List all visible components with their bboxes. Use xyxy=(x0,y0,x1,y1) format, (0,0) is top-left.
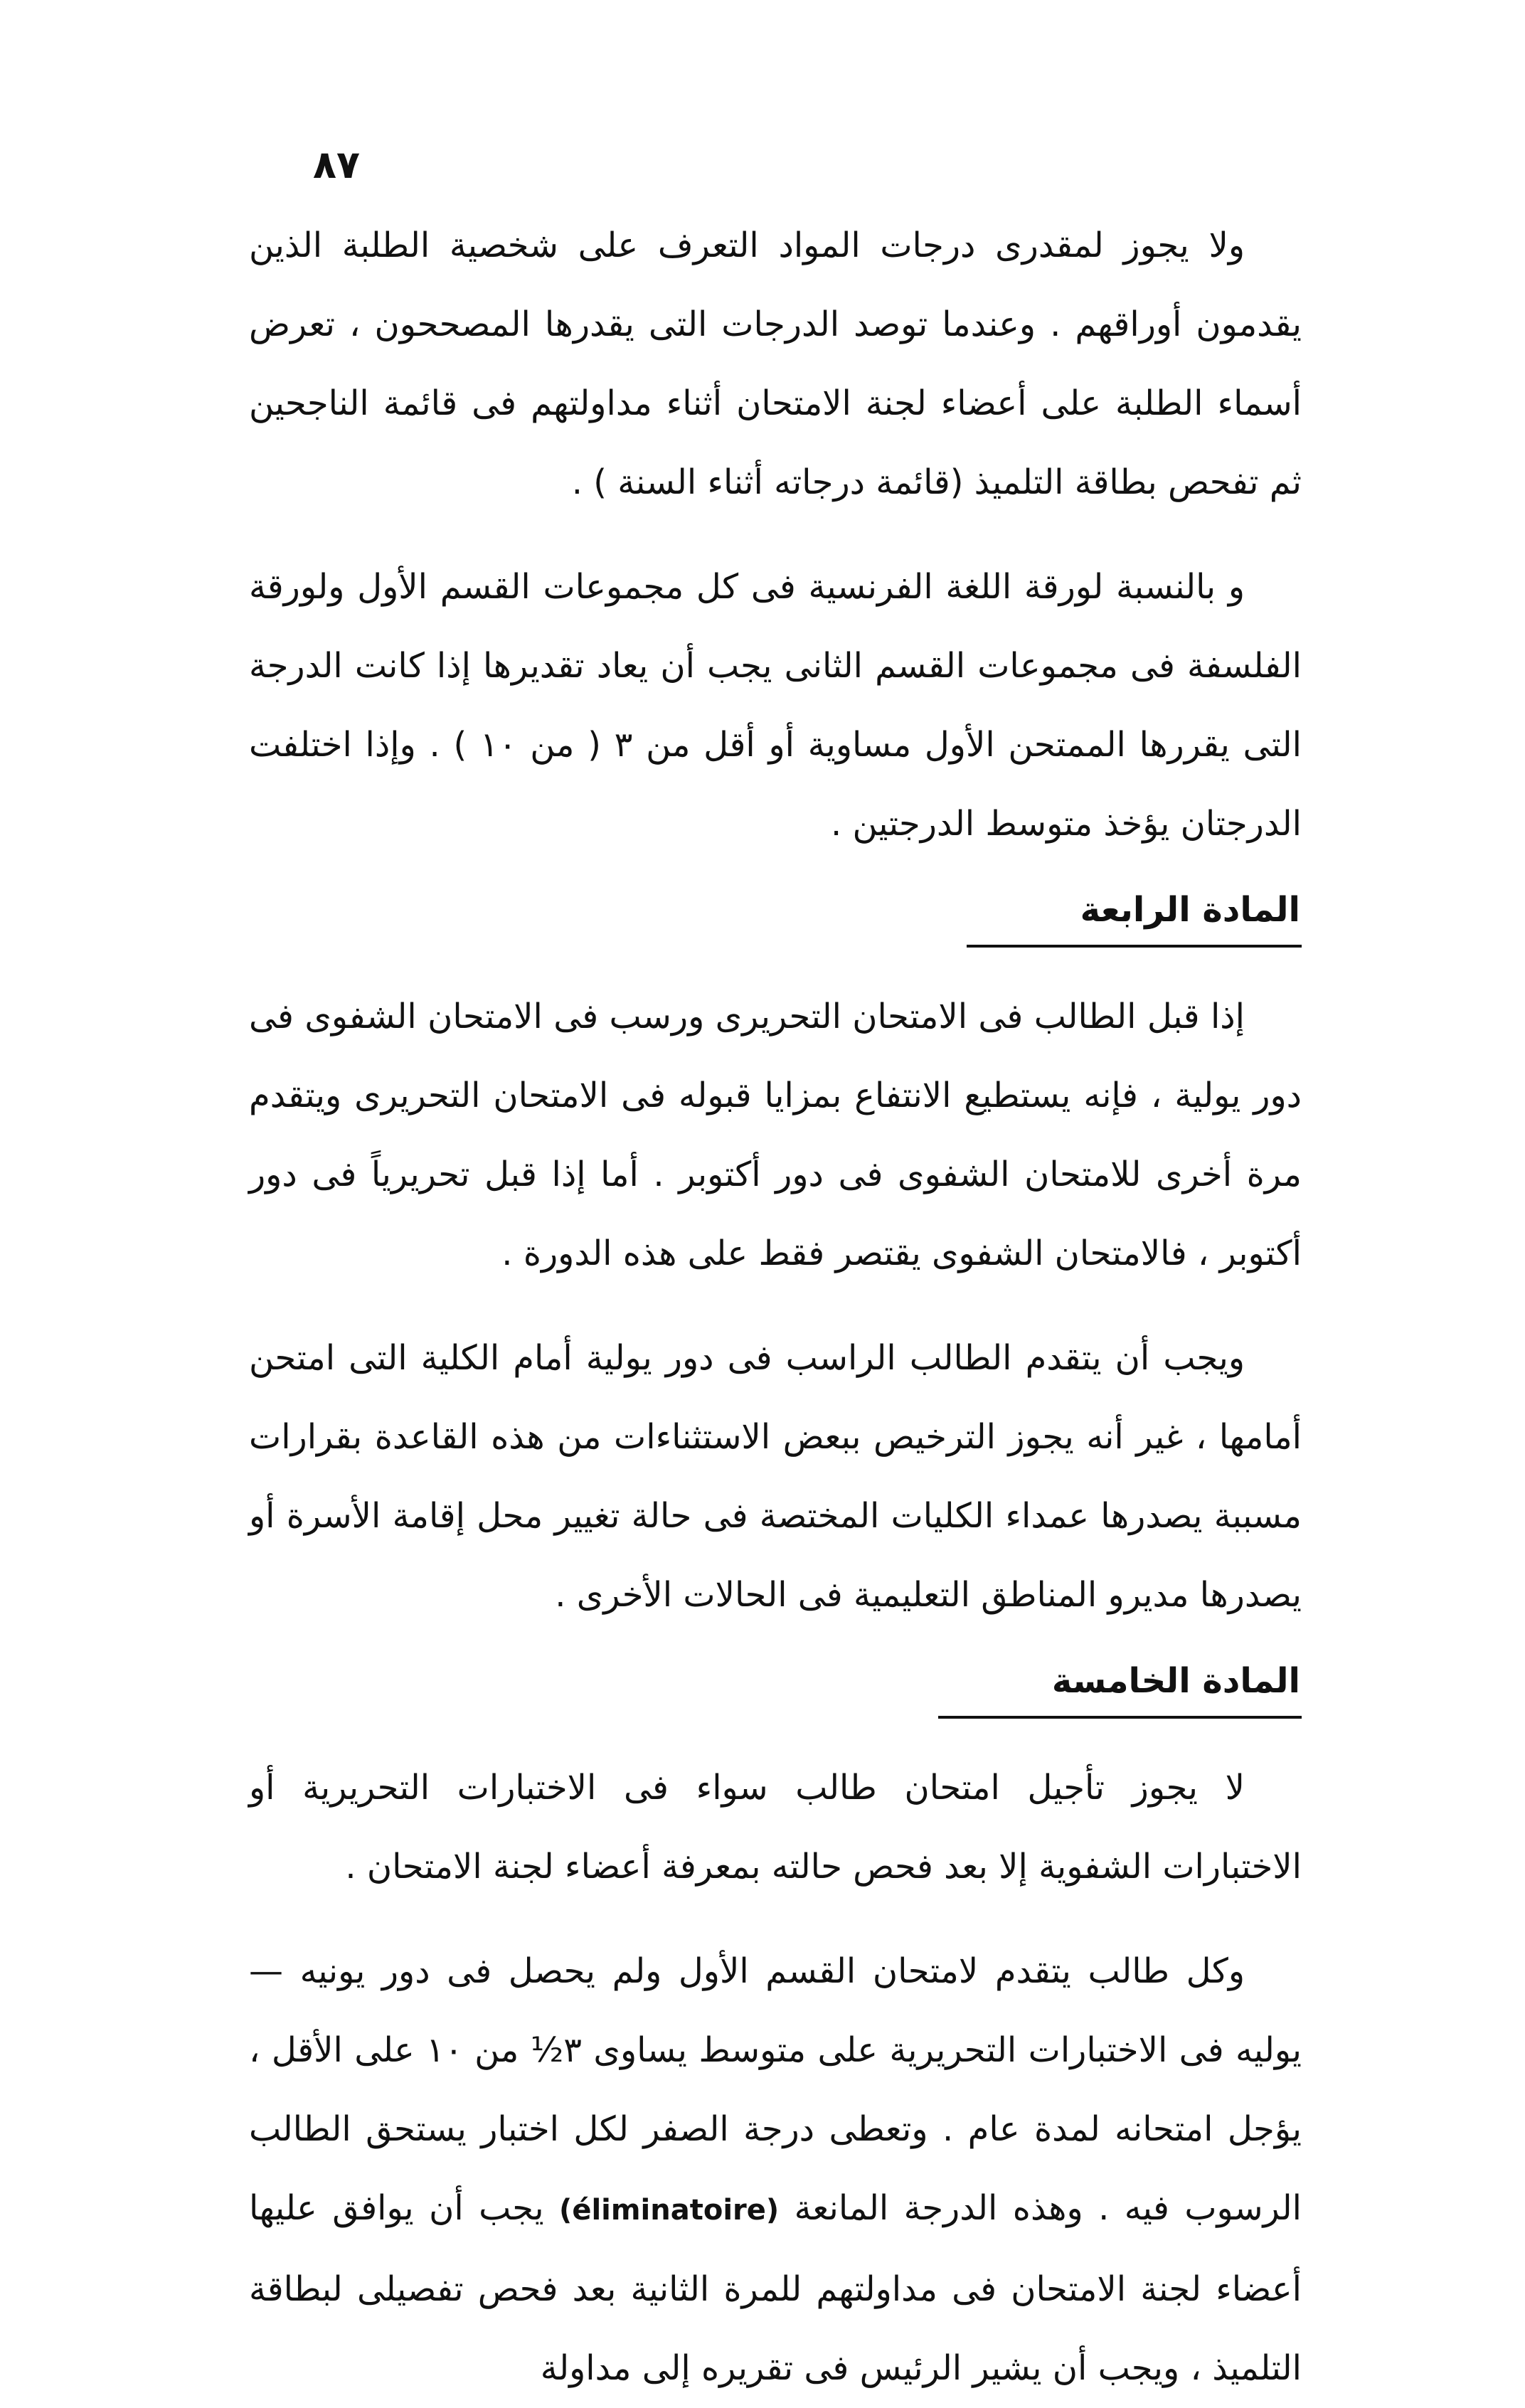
paragraph-3: إذا قبل الطالب فى الامتحان التحريرى ورسب فى الامتحان الشفوى فى دور يولية ، فإنه يستطيع الانتفاع بمزايا قبوله فى الامتحان التحريرى ويتقدم مرة أخرى للامتحان الشفوى فى دور أكتوبر . أما إذا قبل تحريرياً فى دور أكتوبر ، فالامتحان الشفوى يقتصر فقط على هذه الدورة . xyxy=(249,997,1302,1273)
paragraph-6-part-a: وكل طالب يتقدم لامتحان القسم الأول ولم يحصل فى دور يونيه — يوليه فى الاختبارات التحريرية على متوسط يساوى ٣½ من ١٠ على الأقل ، يؤجل امتحانه لمدة عام . وتعطى درجة الصفر لكل اختبار يستحق الطالب الرسوب فيه . وهذه الدرجة المانعة xyxy=(249,1951,1302,2228)
paragraph-1: ولا يجوز لمقدرى درجات المواد التعرف على شخصية الطلبة الذين يقدمون أوراقهم . وعندما توصد الدرجات التى يقدرها المصححون ، تعرض أسماء الطلبة على أعضاء لجنة الامتحان أثناء مداولتهم فى قائمة الناجحين ثم تفحص بطاقة التلميذ (قائمة درجاته أثناء السنة ) . xyxy=(249,226,1302,502)
paragraph-6 xyxy=(249,1932,1302,2408)
paragraph-6-part-b: يجب أن يوافق عليها أعضاء لجنة الامتحان فى مداولتهم للمرة الثانية بعد فحص تفصيلى لبطاقة التلميذ ، ويجب أن يشير الرئيس فى تقريره إلى مداولة xyxy=(249,2188,1302,2388)
paragraph-4: ويجب أن يتقدم الطالب الراسب فى دور يولية أمام الكلية التى امتحن أمامها ، غير أنه يجوز الترخيص ببعض الاستثناءات من هذه القاعدة بقرارات مسببة يصدرها عمداء الكليات المختصة فى حالة تغيير محل إقامة الأسرة أو يصدرها مديرو المناطق التعليمية فى الحالات الأخرى . xyxy=(249,1338,1302,1615)
page-number: ٨٧ xyxy=(313,142,360,187)
section-heading-article-4: المادة الرابعة xyxy=(967,885,1302,948)
section-heading-wrap xyxy=(249,1656,1302,1719)
section-heading-article-5: المادة الخامسة xyxy=(938,1656,1302,1719)
paragraph-5: لا يجوز تأجيل امتحان طالب سواء فى الاختبارات التحريرية أو الاختبارات الشفوية إلا بعد فحص حالته بمعرفة أعضاء لجنة الامتحان . xyxy=(249,1768,1302,1887)
text-body xyxy=(249,206,1302,2408)
paragraph-2: و بالنسبة لورقة اللغة الفرنسية فى كل مجموعات القسم الأول ولورقة الفلسفة فى مجموعات القسم الثانى يجب أن يعاد تقديرها إذا كانت الدرجة التى يقررها الممتحن الأول مساوية أو أقل من ٣ ( من ١٠ ) . وإذا اختلفت الدرجتان يؤخذ متوسط الدرجتين . xyxy=(249,567,1302,844)
section-heading-wrap xyxy=(249,885,1302,948)
french-term: (éliminatoire) xyxy=(559,2194,780,2227)
